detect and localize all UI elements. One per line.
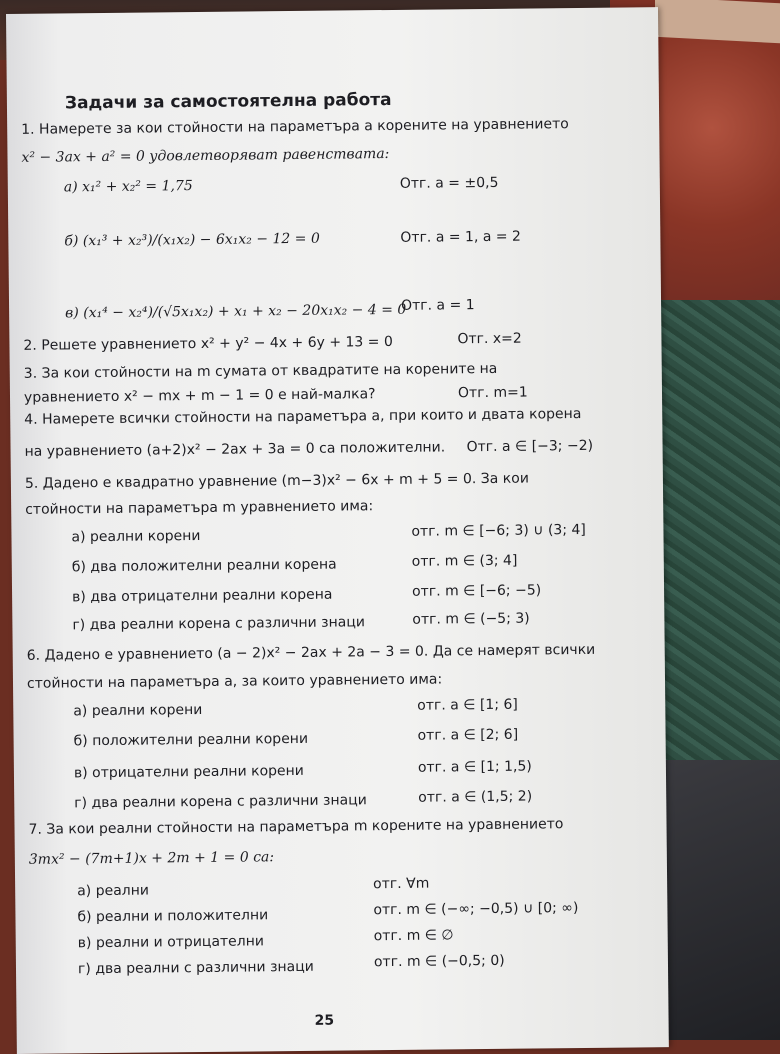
problem-5-text: 5. Дадено е квадратно уравнение (m−3)x² − 6x + m + 5 = 0. За кои	[24, 470, 529, 492]
answer-1b: Отг. a = 1, a = 2	[400, 228, 522, 246]
problem-6a: а) реални корени	[73, 701, 203, 720]
answer-5a: отг. m ∈ [−6; 3) ∪ (3; 4]	[411, 521, 586, 540]
problem-1-equation: x² − 3ax + a² = 0 удовлетворяват равенствата:	[21, 145, 390, 166]
textbook-page	[6, 7, 669, 1054]
problem-7v: в) реални и отрицателни	[77, 933, 265, 952]
answer-5b: отг. m ∈ (3; 4]	[411, 552, 518, 570]
answer-5g: отг. m ∈ (−5; 3)	[412, 610, 530, 628]
problem-5a: а) реални корени	[71, 527, 201, 546]
answer-1a: Отг. a = ±0,5	[399, 174, 499, 192]
background-paper-strip	[655, 0, 780, 43]
problem-3-text: 3. За кои стойности на m сумата от квадратите на корените на	[23, 360, 498, 382]
problem-6-text-cont: стойности на параметъра a, за които уравнението има:	[26, 671, 443, 692]
problem-1a: а) x₁² + x₂² = 1,75	[63, 178, 193, 196]
problem-5b: б) два положителни реални корена	[71, 556, 337, 576]
problem-7b: б) реални и положителни	[77, 907, 269, 926]
problem-1b: б) (x₁³ + x₂³)/(x₁x₂) − 6x₁x₂ − 12 = 0	[64, 230, 320, 250]
answer-2: Отг. x=2	[457, 330, 522, 348]
answer-7a: отг. ∀m	[373, 875, 430, 893]
answer-6v: отг. a ∈ [1; 1,5)	[417, 758, 532, 776]
problem-6-text: 6. Дадено е уравнението (a − 2)x² − 2ax + 2a − 3 = 0. Да се намерят всички	[26, 641, 596, 664]
problem-6g: г) два реални корена с различни знаци	[74, 792, 367, 812]
answer-6g: отг. a ∈ (1,5; 2)	[418, 788, 533, 806]
problem-6v: в) отрицателни реални корени	[73, 762, 304, 782]
answer-6a: отг. a ∈ [1; 6]	[417, 696, 518, 714]
problem-7a: а) реални	[77, 882, 150, 900]
answer-7b: отг. m ∈ (−∞; −0,5) ∪ [0; ∞)	[373, 900, 579, 919]
answer-7g: отг. m ∈ (−0,5; 0)	[373, 952, 505, 971]
problem-4-text: 4. Намерете всички стойности на параметъра a, при които и двата корена	[24, 405, 582, 428]
problem-4-text-cont: на уравнението (a+2)x² − 2ax + 3a = 0 са положителни.	[24, 439, 446, 460]
problem-5-text-cont: стойности на параметъра m уравнението има:	[25, 498, 374, 518]
answer-6b: отг. a ∈ [2; 6]	[417, 726, 519, 744]
answer-5v: отг. m ∈ [−6; −5)	[411, 582, 542, 600]
problem-7g: г) два реални с различни знаци	[77, 958, 314, 978]
problem-5v: в) два отрицателни реални корена	[72, 586, 333, 606]
answer-3: Отг. m=1	[457, 384, 528, 402]
answer-1v: Отг. a = 1	[400, 297, 475, 314]
answer-7v: отг. m ∈ ∅	[373, 927, 454, 945]
page-number: 25	[314, 1012, 335, 1029]
problem-6b: б) положителни реални корени	[73, 730, 309, 750]
problem-5g: г) два реални корена с различни знаци	[72, 614, 366, 634]
problem-2-text: 2. Решете уравнението x² + y² − 4x + 6y + 13 = 0	[23, 333, 393, 354]
problem-7-equation: 3mx² − (7m+1)x + 2m + 1 = 0 са:	[28, 849, 275, 868]
problem-3-text-cont: уравнението x² − mx + m − 1 = 0 е най-малка?	[23, 386, 376, 406]
page-title: Задачи за самостоятелна работа	[64, 89, 392, 114]
problem-1v: в) (x₁⁴ − x₂⁴)/(√5x₁x₂) + x₁ + x₂ − 20x₁x₂ − 4 = 0	[65, 301, 407, 322]
problem-1-text: 1. Намерете за кои стойности на параметъра a корените на уравнението	[21, 116, 569, 138]
problem-7-text: 7. За кои реални стойности на параметъра m корените на уравнението	[28, 816, 564, 838]
answer-4: Отг. a ∈ [−3; −2)	[466, 437, 594, 456]
